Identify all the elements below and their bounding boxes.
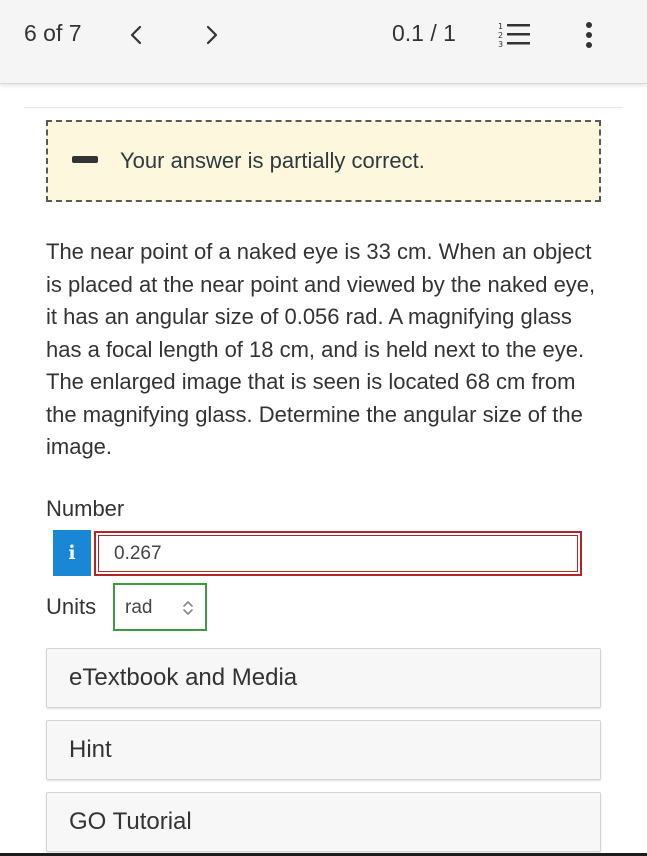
answer-input[interactable] — [94, 531, 582, 576]
chevron-up-down-icon — [181, 598, 195, 618]
top-navigation-bar — [0, 0, 647, 84]
content-top-divider — [24, 84, 623, 108]
number-label: Number — [46, 496, 125, 521]
etextbook-media-button[interactable] — [46, 648, 601, 708]
etextbook-media-label: eTextbook and Media — [69, 664, 298, 691]
units-label: Units — [46, 594, 97, 619]
hint-label: Hint — [69, 736, 112, 763]
chevron-right-icon[interactable] — [202, 24, 222, 46]
chevron-left-icon[interactable] — [126, 24, 146, 46]
go-tutorial-label: GO Tutorial — [69, 808, 192, 835]
go-tutorial-button[interactable] — [46, 792, 601, 852]
svg-text:3: 3 — [498, 40, 504, 49]
numbered-list-icon[interactable] — [496, 20, 532, 50]
hint-button[interactable] — [46, 720, 601, 780]
info-button[interactable]: i — [53, 530, 91, 576]
more-options-icon[interactable] — [578, 20, 600, 50]
answer-value[interactable]: 0.267 — [98, 535, 578, 572]
units-selected-value: rad — [125, 597, 153, 618]
score-display: 0.1 / 1 — [392, 20, 456, 46]
question-text: The near point of a naked eye is 33 cm. When an object is placed at the near point and viewed by the naked eye, it has an angular size of 0.056 rad. A magnifying glass has a focal length of 18 cm, and is held next to the eye. The enlarged image that is seen is located 68 cm from the magnifying glass. Determine the angular size of the image. — [46, 239, 596, 459]
feedback-banner — [46, 120, 601, 202]
units-select[interactable] — [113, 583, 207, 631]
partial-correct-icon — [72, 156, 98, 163]
svg-text:1: 1 — [498, 22, 504, 31]
svg-text:2: 2 — [498, 31, 504, 40]
question-counter: 6 of 7 — [24, 20, 82, 46]
feedback-message: Your answer is partially correct. — [120, 148, 425, 173]
